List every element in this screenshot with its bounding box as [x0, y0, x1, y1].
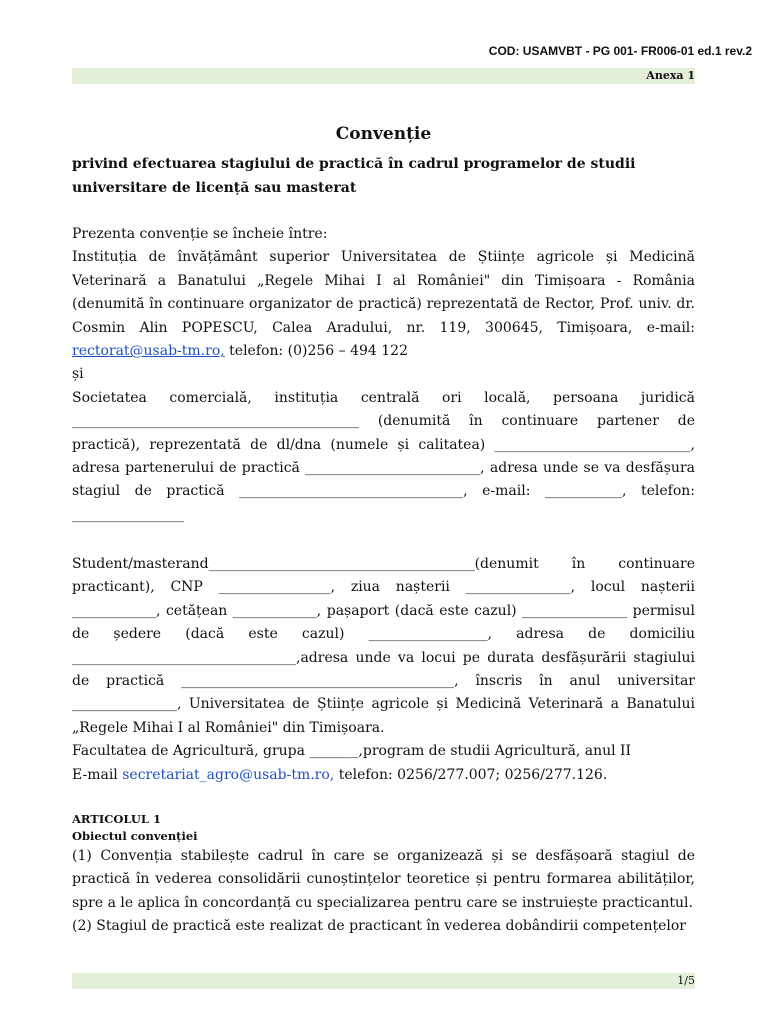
page-number: 1/5 [677, 974, 695, 987]
student-paragraph: Student/masterand______________________________________(denumit în continuare practicant), CNP ________________, ziua nașterii _______________, locul nașterii ____________, cetățean ____________, pașaport (dacă este cazul) _______________ permisul de ședere (dacă este cazul) _________________, adresa de domiciliu ________________________________,adresa unde va locui pe durata desfășurării stagiului de practică _______________________________________, înscris în anul universitar _______________, Universitatea de Științe agricole și Medicină Veterinară a Banatului „Regele Mihai I al României" din Timișoara. [72, 556, 695, 736]
parties-section [72, 223, 695, 527]
footer-band [72, 973, 695, 989]
annex-label: Anexa 1 [646, 69, 695, 82]
header-band [72, 68, 695, 84]
article-1 [72, 811, 695, 939]
email-label: E-mail [72, 766, 118, 783]
document-code: COD: USAMVBT - PG 001- FR006-01 ed.1 rev.2 [488, 44, 752, 58]
faculty-phone: telefon: 0256/277.007; 0256/277.126. [338, 766, 608, 783]
between-line: Prezenta convenție se încheie între: [72, 226, 328, 242]
organizer-paragraph [72, 246, 695, 363]
faculty-line: Facultatea de Agricultură, grupa _______,program de studii Agricultură, anul II [72, 743, 632, 760]
article-paragraph-1: (1) Convenția stabilește cadrul în care se organizează și se desfășoară stagiul de practică în vederea consolidării cunoștințelor teoretice și pentru formarea abilităților, spre a le aplica în concordanță cu specializarea pentru care se instruiește practicantul. [72, 848, 695, 911]
and-line: și [72, 366, 84, 383]
article-heading: ARTICOLUL 1 [72, 812, 161, 826]
contact-line [72, 764, 695, 787]
organizer-phone: telefon: (0)256 – 494 122 [229, 343, 408, 360]
organizer-text: Instituția de învățământ superior Universitatea de Științe agricole și Medicină Veterinară a Banatului „Regele Mihai I al României" din Timișoara - România (denumită în continuare organizator de practică) reprezentată de Rector, Prof. univ. dr. Cosmin Alin POPESCU, Calea Aradului, nr. 119, 300645, Timișoara, e-mail: [72, 249, 695, 336]
document-title: Convenție [335, 124, 432, 144]
document-subtitle: privind efectuarea stagiului de practică în cadrul programelor de studii universitare de licență sau masterat [72, 156, 636, 196]
faculty-email-link[interactable]: secretariat_agro@usab-tm.ro, [122, 766, 335, 783]
student-section [72, 553, 695, 787]
organizer-email-link[interactable]: rectorat@usab-tm.ro, [72, 343, 225, 360]
article-paragraph-2: (2) Stagiul de practică este realizat de practicant în vederea dobândirii competențelor [72, 918, 686, 935]
article-subheading: Obiectul convenției [72, 829, 198, 843]
partner-paragraph: Societatea comercială, instituția centrală ori locală, persoana juridică _________________________________________ (denumită în continuare partener de practică), reprezentată de dl/dna (numele și calitatea) ____________________________, adresa partenerului de practică _________________________, adresa unde se va desfășura stagiul de practică ________________________________, e-mail: ___________, telefon: ________________ [72, 389, 695, 523]
